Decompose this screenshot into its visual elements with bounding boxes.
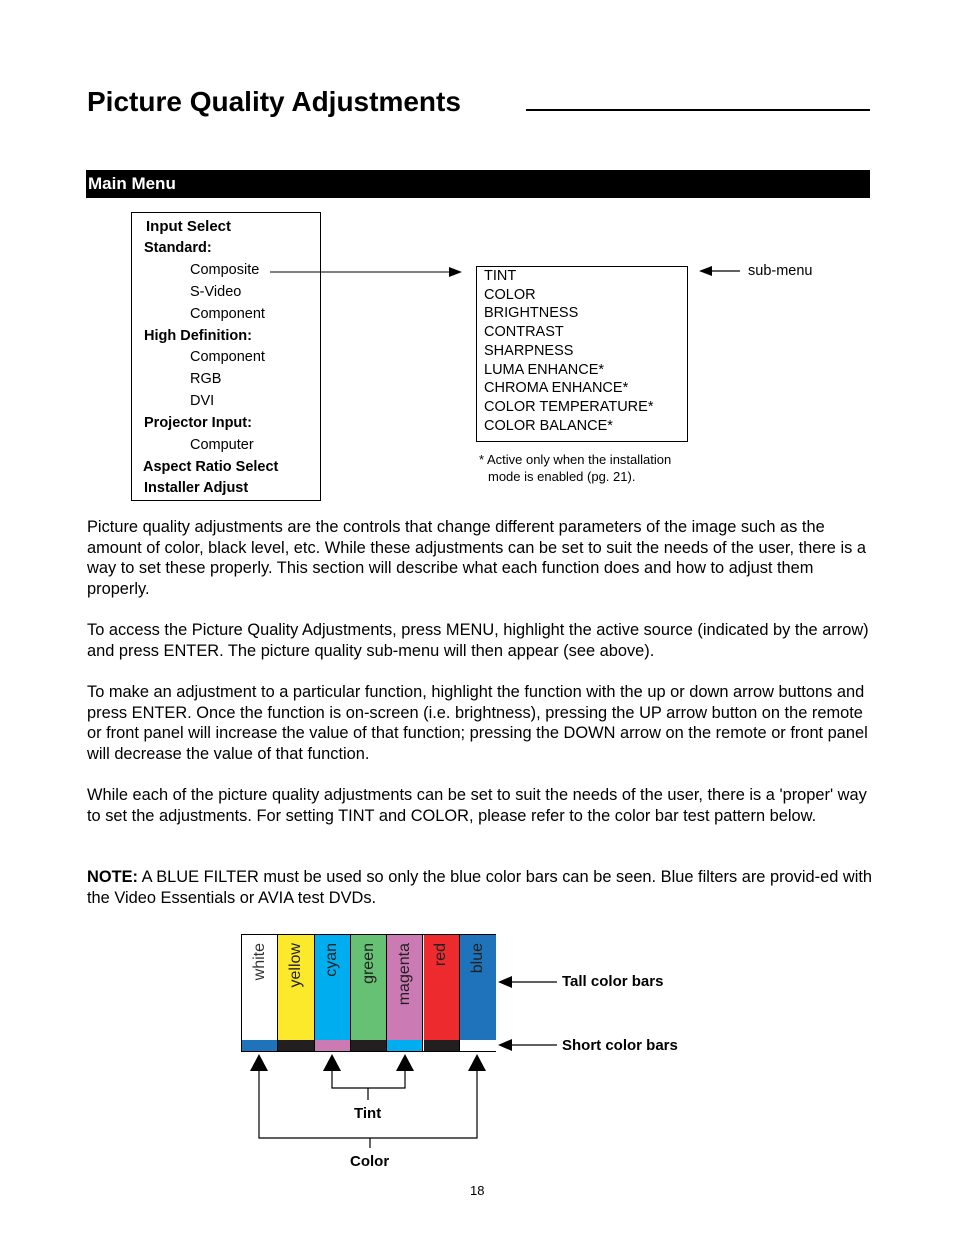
short-bar-6 [424,1040,460,1051]
bar-label-cyan: cyan [323,943,341,977]
composite-arrow [270,267,462,277]
tall-bar-magenta [387,935,423,1040]
menu-item-composite: Composite [190,262,260,278]
short-bars-arrow [498,1039,557,1051]
paragraph-adjust: To make an adjustment to a particular function, highlight the function with the up or down arrow buttons and press ENTER. Once the function is on-screen (i.e. brightness), pressing the UP arrow button on the remote or front panel will increase the value of that function; pressing the DOWN arrow on the remote or front panel will decrease the value of that function. [87,683,868,763]
tall-bar-red [424,935,460,1040]
sub-item-chroma-enhance: CHROMA ENHANCE* [484,380,629,397]
bar-label-red: red [432,943,450,967]
sub-item-sharpness: SHARPNESS [484,342,574,359]
menu-installer-adjust: Installer Adjust [144,480,249,496]
tall-bars-label: Tall color bars [562,973,664,990]
sub-item-color: COLOR [484,286,536,303]
bar-label-green: green [359,943,377,984]
menu-aspect-ratio: Aspect Ratio Select [143,459,279,475]
section-heading: Main Menu [88,174,176,193]
up-arrow-heads [250,1054,486,1071]
sub-item-brightness: BRIGHTNESS [484,305,579,322]
sub-menu-label: sub-menu [748,263,813,279]
tall-bar-blue [460,935,496,1040]
tall-bar-yellow [278,935,314,1040]
paragraph-proper: While each of the picture quality adjustments can be set to suit the needs of the user, there is a 'proper' way to set the adjustments. For setting TINT and COLOR, please refer to the color bar test pattern below. [87,786,867,825]
paragraph-intro: Picture quality adjustments are the controls that change different parameters of the image such as the amount of color, black level, etc. While these adjustments can be set to suit the needs of the user, there is a way to set these properly. This section will describe what each function does and how to adjust them properly. [87,518,866,598]
sub-menu-box [476,266,688,442]
sub-item-tint: TINT [484,268,517,284]
menu-item-dvi: DVI [190,393,215,409]
tint-label: Tint [354,1105,382,1122]
tall-bar-cyan [315,935,351,1040]
paragraph-access: To access the Picture Quality Adjustments, press MENU, highlight the active source (indicated by the arrow) and press ENTER. The picture quality sub-menu will then appear (see above). [87,621,869,660]
short-bar-4 [351,1040,387,1051]
sub-item-color-temperature: COLOR TEMPERATURE* [484,398,654,415]
menu-hd-label: High Definition: [144,328,252,344]
short-bar-1 [242,1040,278,1051]
sub-item-contrast: CONTRAST [484,324,564,341]
menu-heading: Input Select [146,218,232,235]
short-bar-7 [460,1040,496,1051]
tall-bar-white [242,935,278,1040]
short-bars-label: Short color bars [562,1037,678,1054]
tall-bars-arrow [498,976,557,988]
bar-label-magenta: magenta [395,943,413,1006]
bar-label-blue: blue [468,943,486,974]
menu-item-svideo: S-Video [190,284,242,300]
page-number: 18 [470,1183,485,1198]
bar-label-yellow: yellow [286,943,304,988]
note-text: A BLUE FILTER must be used so only the blue color bars can be seen. Blue filters are provid-ed with the Video Essentials or AVIA test DVDs. [87,868,873,907]
menu-item-computer: Computer [190,437,254,453]
short-bar-5 [387,1040,423,1051]
short-bar-2 [278,1040,314,1051]
page-title: Picture Quality Adjustments [87,86,461,117]
note-label: NOTE: [87,868,138,886]
footnote-line-1: * Active only when the installation [479,452,672,467]
sub-item-luma-enhance: LUMA ENHANCE* [484,361,605,378]
short-bar-3 [315,1040,351,1051]
sub-item-color-balance: COLOR BALANCE* [484,417,613,434]
menu-projector-label: Projector Input: [144,415,252,431]
paragraph-note [87,867,872,908]
menu-item-rgb: RGB [190,371,222,387]
tall-bar-green [351,935,387,1040]
color-label: Color [350,1153,390,1170]
menu-item-hd-component: Component [190,349,265,365]
menu-standard-label: Standard: [144,240,212,256]
sub-menu-pointer-arrow [699,266,740,276]
bar-label-white: white [250,943,268,981]
menu-item-component: Component [190,306,265,322]
footnote-line-2: mode is enabled (pg. 21). [488,469,636,484]
